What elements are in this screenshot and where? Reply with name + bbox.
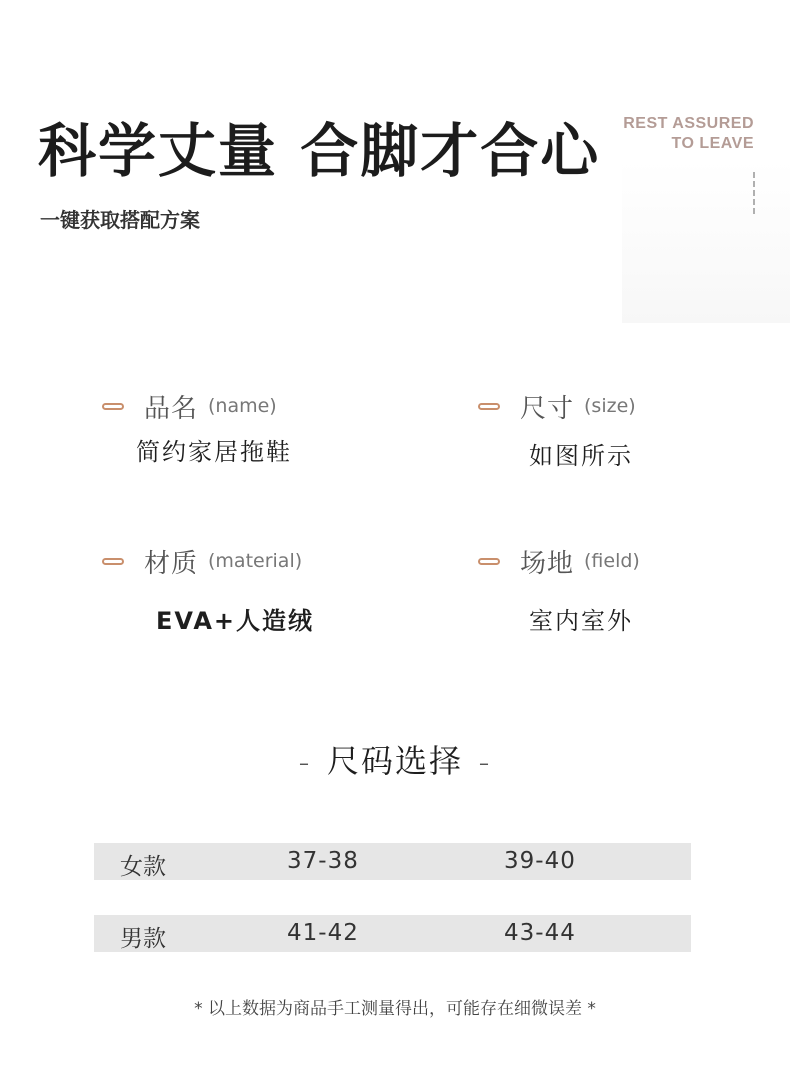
size-section-title-text: 尺码选择 bbox=[326, 742, 463, 780]
size-value: 41-42 bbox=[287, 920, 359, 946]
size-row-label: 女款 bbox=[120, 854, 166, 880]
spec-label-en: (material) bbox=[208, 550, 303, 572]
decorative-dashed-line bbox=[753, 172, 755, 214]
size-row-label: 男款 bbox=[120, 926, 166, 952]
spec-label-en: (name) bbox=[208, 395, 277, 417]
spec-size bbox=[478, 390, 778, 471]
spec-value: EVA+人造绒 bbox=[156, 607, 315, 635]
spec-label-row bbox=[102, 390, 402, 422]
pill-icon bbox=[102, 558, 124, 565]
spec-label: 尺寸 bbox=[520, 393, 575, 424]
spec-label: 场地 bbox=[520, 548, 575, 579]
size-section-title bbox=[0, 736, 790, 782]
spec-value: 室内室外 bbox=[529, 607, 633, 635]
spec-field bbox=[478, 545, 778, 636]
page-title: 科学丈量 合脚才合心 bbox=[38, 117, 601, 185]
title-dash-right: – bbox=[479, 751, 491, 775]
size-row-women bbox=[94, 843, 691, 880]
spec-name bbox=[102, 390, 402, 467]
pill-icon bbox=[102, 403, 124, 410]
size-value: 37-38 bbox=[287, 848, 359, 874]
spec-label-row bbox=[102, 545, 402, 577]
decorative-panel bbox=[622, 160, 790, 323]
spec-label-en: (field) bbox=[584, 550, 640, 572]
spec-value: 如图所示 bbox=[529, 442, 633, 470]
pill-icon bbox=[478, 558, 500, 565]
title-dash-left: – bbox=[298, 751, 311, 775]
spec-label-row bbox=[478, 390, 778, 422]
size-value: 43-44 bbox=[504, 920, 576, 946]
spec-label-row bbox=[478, 545, 778, 577]
spec-label-en: (size) bbox=[584, 395, 636, 417]
spec-label: 品名 bbox=[144, 393, 199, 424]
tagline-line-2: TO LEAVE bbox=[671, 135, 754, 152]
tagline-line-1: REST ASSURED bbox=[623, 115, 754, 132]
size-row-men bbox=[94, 915, 691, 952]
footnote: * 以上数据为商品手工测量得出，可能存在细微误差 * bbox=[194, 999, 596, 1019]
size-value: 39-40 bbox=[504, 848, 576, 874]
pill-icon bbox=[478, 403, 500, 410]
spec-label: 材质 bbox=[144, 548, 199, 579]
spec-value: 简约家居拖鞋 bbox=[136, 438, 292, 466]
spec-material bbox=[102, 545, 402, 636]
tagline bbox=[623, 114, 754, 154]
page-subtitle: 一键获取搭配方案 bbox=[40, 208, 200, 232]
